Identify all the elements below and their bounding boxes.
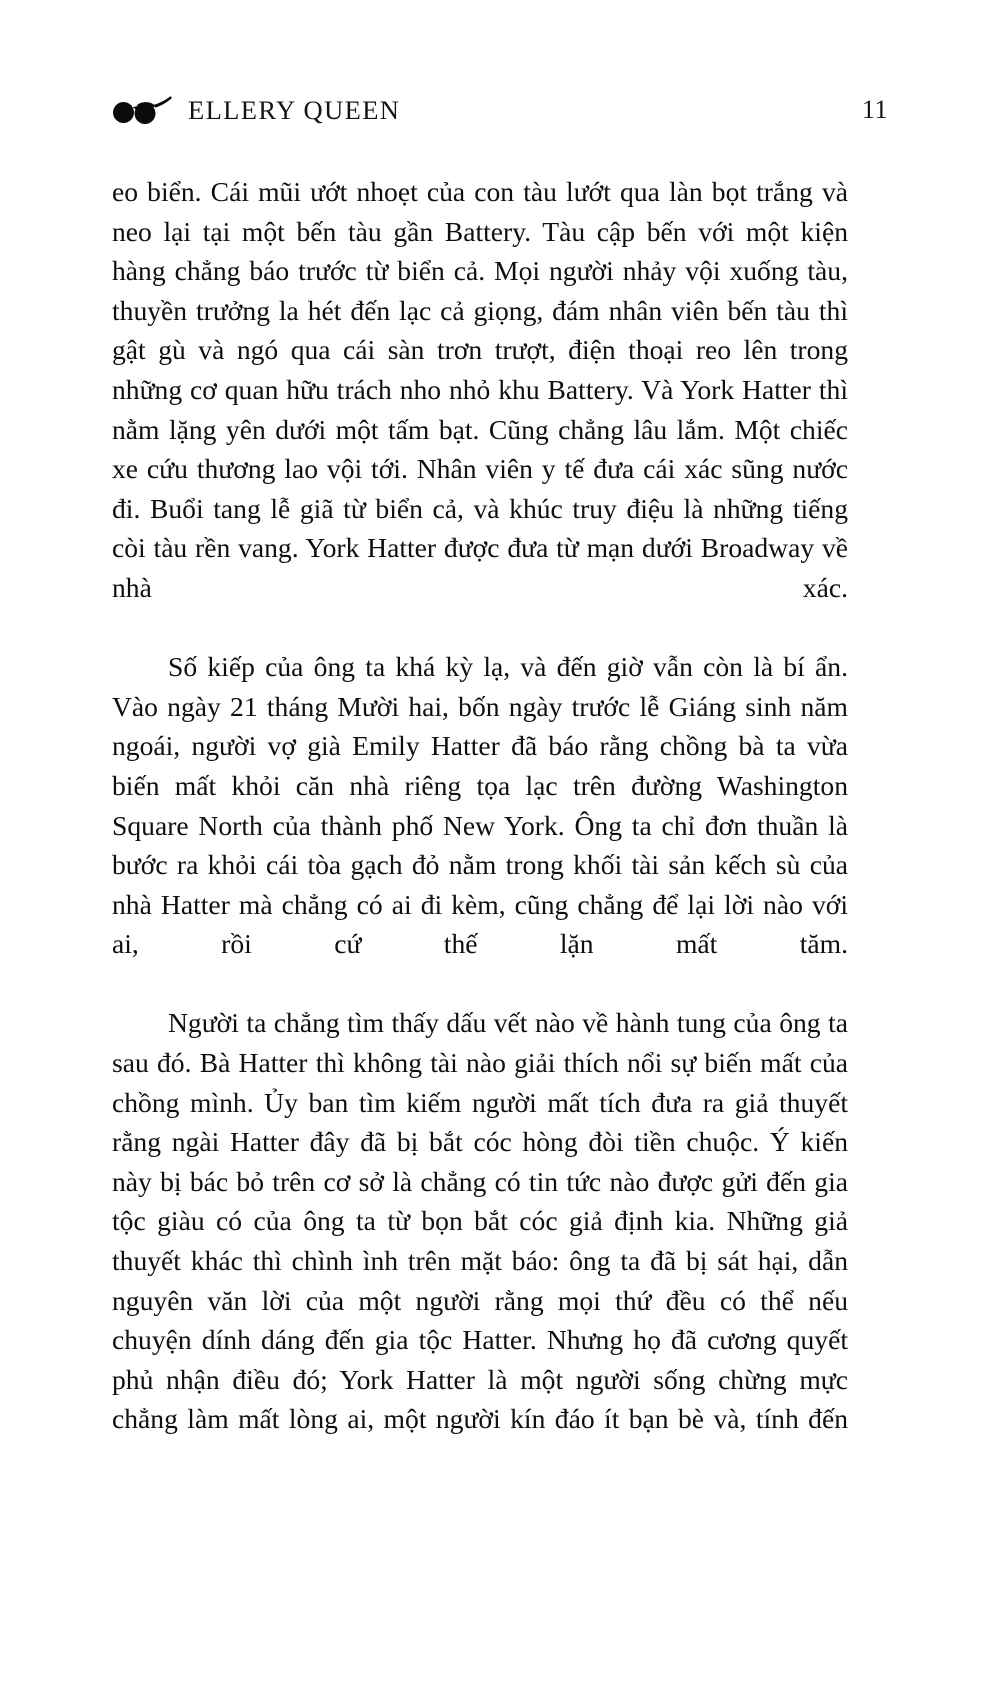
running-header-left (112, 95, 400, 126)
paragraph: Người ta chẳng tìm thấy dấu vết nào về hành tung của ông ta sau đó. Bà Hatter thì không tài nào giải thích nổi sự biến mất của chồng mình. Ủy ban tìm kiếm người mất tích đưa ra giả thuyết rằng ngài Hatter đây đã bị bắt cóc hòng đòi tiền chuộc. Ý kiến này bị bác bỏ trên cơ sở là chẳng có tin tức nào được gửi đến gia tộc giàu có của ông ta từ bọn bắt cóc giả định kia. Những giả thuyết khác thì chình ình trên mặt báo: ông ta đã bị sát hại, dẫn nguyên văn lời của một người rằng mọi thứ đều có thể nếu chuyện dính dáng đến gia tộc Hatter. Nhưng họ đã cương quyết phủ nhận điều đó; York Hatter là một người sống chừng mực chẳng làm mất lòng ai, một người kín đáo ít bạn bè và, tính đến (112, 1007, 848, 1435)
book-title: ELLERY QUEEN (188, 94, 401, 125)
paragraph: eo biển. Cái mũi ướt nhoẹt của con tàu lướt qua làn bọt trắng và neo lại tại một bến tàu gần Battery. Tàu cập bến với một kiện hàng chẳng báo trước từ biển cả. Mọi người nhảy vội xuống tàu, thuyền trưởng la hét đến lạc cả giọng, đám nhân viên bến tàu thì gật gù và ngó qua cái sàn trơn trượt, điện thoại reo lên trong những cơ quan hữu trách nho nhỏ khu Battery. Và York Hatter thì nằm lặng yên dưới một tấm bạt. Cũng chẳng lâu lắm. Một chiếc xe cứu thương lao vội tới. Nhân viên y tế đưa cái xác sũng nước đi. Buổi tang lễ giã từ biển cả, và khúc truy điệu là những tiếng còi tàu rền vang. York Hatter được đưa từ mạn dưới Broadway về nhà xác. (112, 176, 848, 603)
page-number: 11 (861, 95, 888, 124)
eyeglasses-icon (112, 95, 174, 125)
body-text (112, 172, 848, 1479)
running-header (112, 86, 888, 134)
paragraph: Số kiếp của ông ta khá kỳ lạ, và đến giờ vẫn còn là bí ẩn. Vào ngày 21 tháng Mười hai, bốn ngày trước lễ Giáng sinh năm ngoái, người vợ già Emily Hatter đã báo rằng chồng bà ta vừa biến mất khỏi căn nhà riêng tọa lạc trên đường Washington Square North của thành phố New York. Ông ta chỉ đơn thuần là bước ra khỏi cái tòa gạch đỏ nằm trong khối tài sản kếch sù của nhà Hatter mà chẳng có ai đi kèm, cũng chẳng để lại lời nào với ai, rồi cứ thế lặn mất tăm. (112, 651, 848, 960)
